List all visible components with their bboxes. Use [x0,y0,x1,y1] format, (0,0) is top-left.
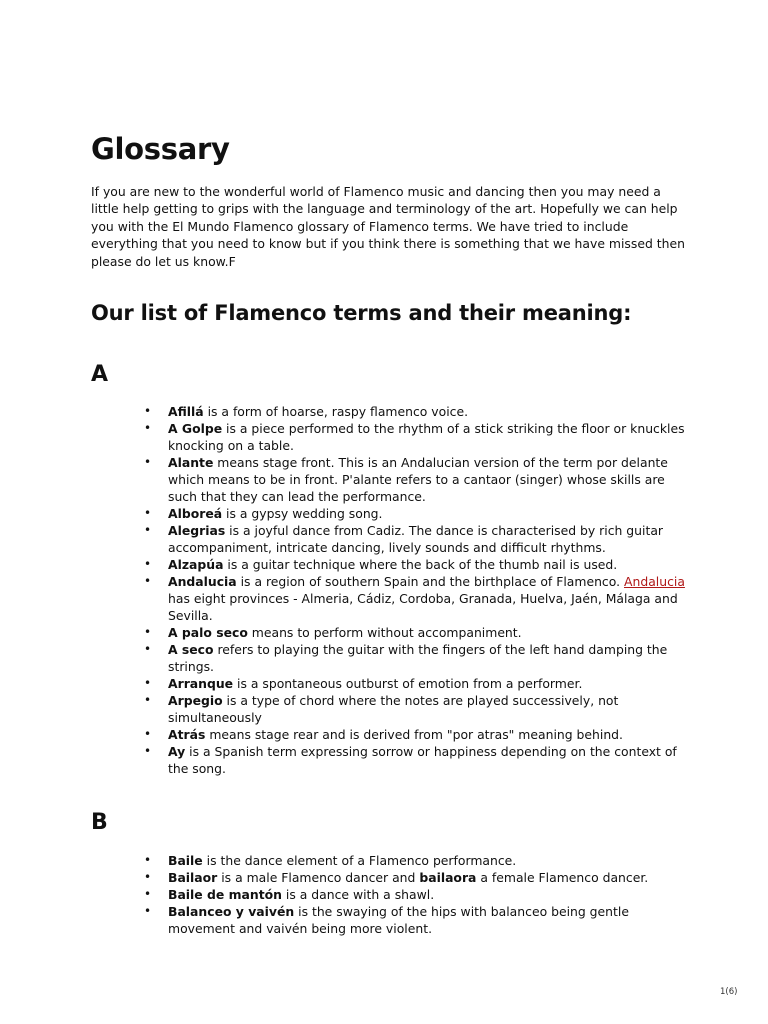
letter-heading-a: A [91,362,109,387]
list-item [168,420,688,454]
term-definition: means stage front. This is an Andalucian version of the term por delante which means to be in front. P'alante refers to a cantaor (singer) whose skills are such that they can lead the performance. [168,455,668,504]
section-heading: Our list of Flamenco terms and their meaning: [91,301,632,325]
term-name: Arranque [168,676,234,691]
term-definition: is the dance element of a Flamenco performance. [202,853,517,868]
list-item [168,522,688,556]
page-title: Glossary [91,132,230,166]
term-definition: is a gypsy wedding song. [222,506,383,521]
term-name: Ay [168,744,186,759]
list-item [168,624,688,641]
term-name: Andalucia [168,574,237,589]
list-item [168,852,688,869]
term-name-secondary: bailaora [419,870,477,885]
term-name: Arpegio [168,693,223,708]
term-definition: is a piece performed to the rhythm of a stick striking the floor or knuckles knocking on a table. [168,421,685,453]
list-item [168,403,688,420]
term-name: Baile de mantón [168,887,282,902]
term-definition-cont: a female Flamenco dancer. [476,870,649,885]
term-definition: is a guitar technique where the back of the thumb nail is used. [223,557,618,572]
list-item [168,505,688,522]
list-item [168,641,688,675]
term-definition: is a joyful dance from Cadiz. The dance is characterised by rich guitar accompaniment, intricate dancing, lively sounds and difficult rhythms. [168,523,664,555]
term-definition: means to perform without accompaniment. [247,625,522,640]
andalucia-link[interactable]: Andalucia [624,574,685,589]
term-name: Alzapúa [168,557,224,572]
list-item [168,869,688,886]
term-definition: is a dance with a shawl. [281,887,435,902]
term-name: A palo seco [168,625,248,640]
term-list-a [168,403,688,777]
term-list-b [168,852,688,937]
term-name: Balanceo y vaivén [168,904,295,919]
list-item [168,743,688,777]
list-item [168,903,688,937]
term-definition: is a region of southern Spain and the birthplace of Flamenco. [236,574,624,589]
intro-paragraph: If you are new to the wonderful world of Flamenco music and dancing then you may need a little help getting to grips with the language and terminology of the art. Hopefully we can help you with the El Mundo Flamenco glossary of Flamenco terms. We have tried to include everything that you need to know but if you think there is something that we have missed then please do let us know.F [91,184,685,269]
term-definition: is a spontaneous outburst of emotion from a performer. [233,676,583,691]
term-name: A Golpe [168,421,223,436]
term-name: Alante [168,455,214,470]
list-item [168,573,688,624]
list-item [168,886,688,903]
term-name: Alboreá [168,506,223,521]
term-definition: refers to playing the guitar with the fingers of the left hand damping the strings. [168,642,668,674]
term-name: Afillá [168,404,204,419]
term-definition-cont: has eight provinces - Almeria, Cádiz, Cordoba, Granada, Huelva, Jaén, Málaga and Sevilla. [168,591,678,623]
term-definition: is a Spanish term expressing sorrow or happiness depending on the context of the song. [168,744,677,776]
term-name: Atrás [168,727,206,742]
list-item [168,675,688,692]
term-definition: means stage rear and is derived from "por atras" meaning behind. [205,727,623,742]
list-item [168,726,688,743]
list-item [168,692,688,726]
term-definition: is a form of hoarse, raspy flamenco voice. [203,404,469,419]
term-name: Bailaor [168,870,218,885]
page-number: 1(6) [720,987,738,997]
letter-heading-b: B [91,810,108,835]
term-name: Baile [168,853,203,868]
term-name: Alegrias [168,523,226,538]
term-definition: is a male Flamenco dancer and [217,870,420,885]
list-item [168,556,688,573]
term-definition: is the swaying of the hips with balanceo being gentle movement and vaivén being more violent. [168,904,629,936]
term-definition: is a type of chord where the notes are played successively, not simultaneously [168,693,619,725]
list-item [168,454,688,505]
term-name: A seco [168,642,214,657]
